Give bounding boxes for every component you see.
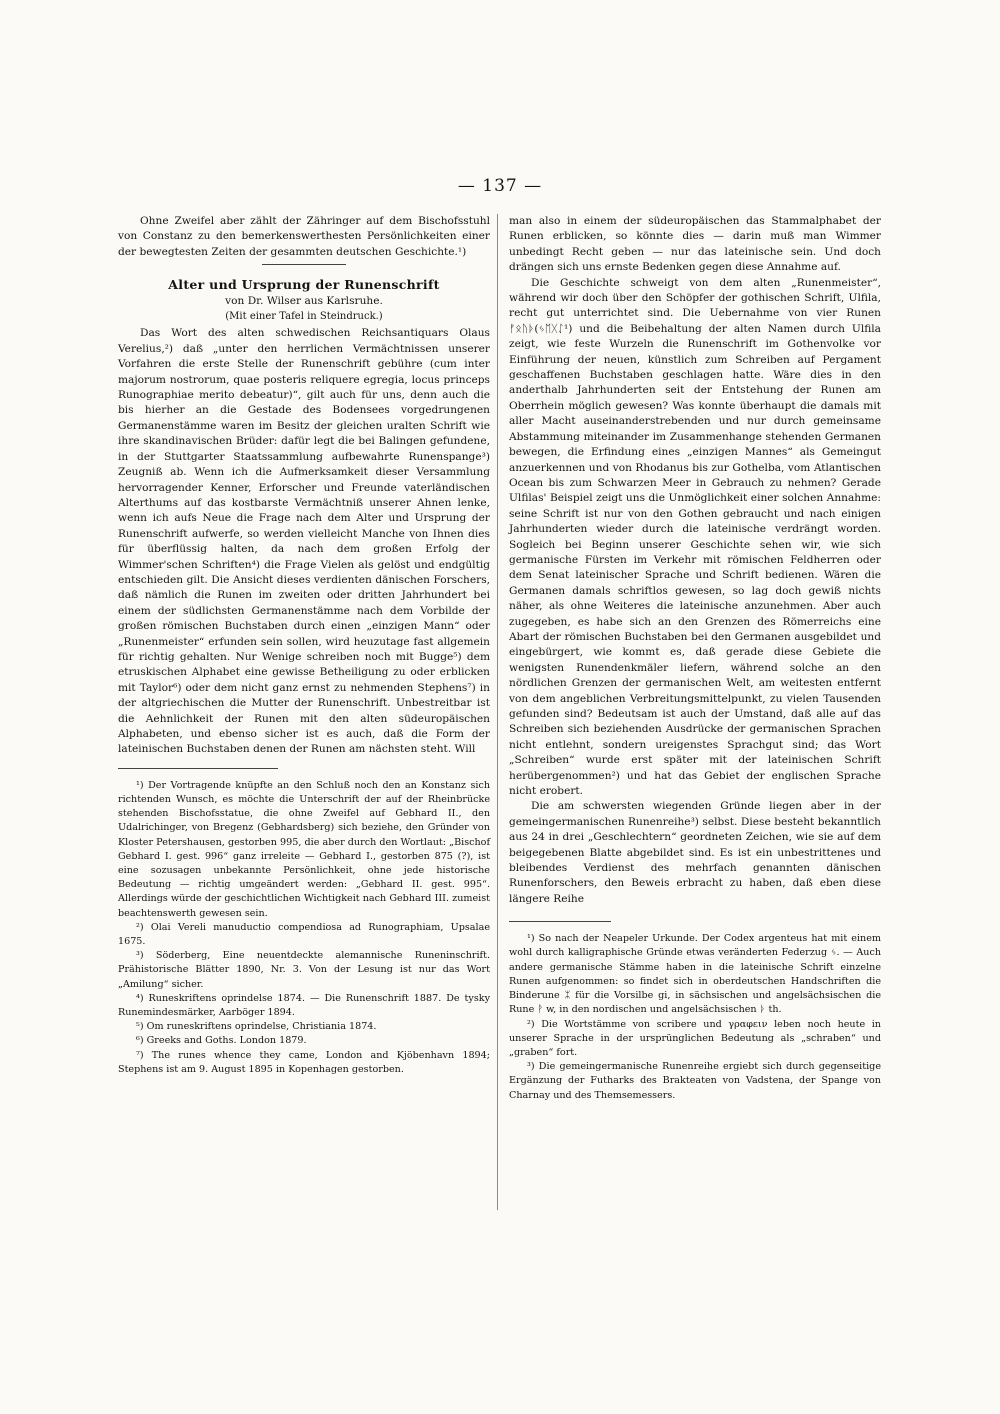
article-author: von Dr. Wilser aus Karlsruhe.: [225, 294, 383, 307]
body-paragraph: Die am schwersten wiegenden Gründe liegen aber in der gemeingermanischen Runenreihe³) selbst. Diese besteht bekanntlich aus 24 in drei „Geschlechtern“ geordneten Zeichen, wie sie auf dem beigegebenen Blatte abgebildet sind. Es ist ein unbestrittenes und bleibendes Verdienst des mehrfach genannten dänischen Runenforschers, den Beweis erbracht zu haben, daß eben diese längere Reihe: [509, 800, 881, 905]
footnote: ²) Die Wortstämme von scribere und γραφειν leben noch heute in unserer Sprache in der ursprünglichen Bedeutung als „schraben“ und „graben“ fort.: [509, 1018, 881, 1058]
body-paragraph: Das Wort des alten schwedischen Reichsantiquars Olaus Verelius,²) daß „unter den herrlichen Vermächtnissen unserer Vorfahren die erste Stelle der Runenschrift gebühre (cum inter majorum nostrorum, quae posteris reliquere egregia, locus princeps Runographiae merito debeatur)“, gilt auch für uns, denn auch die bis hierher an die Gestade des Bodensees vorgedrungenen Germanenstämme waren im Besitz der gleichen uralten Schrift wie ihre skandinavischen Brüder: dafür legt die bei Balingen gefundene, in der Stuttgarter Staatssammlung aufbewahrte Runenspange³) Zeugniß ab. Wenn ich die Aufmerksamkeit dieser Versammlung hervorragender Kenner, Erforscher und Freunde vaterländischen Alterthums auf das kostbarste Vermächtniß unserer Ahnen lenke, wenn ich aufs Neue die Frage nach dem Alter und Ursprung der Runenschrift aufwerfe, so werden vielleicht Manche von Ihnen dies für überflüssig halten, da nach dem großen Erfolg der Wimmer'schen Schriften⁴) die Frage Vielen als gelöst und endgültig entschieden gilt. Die Ansicht dieses verdienten dänischen Forschers, daß nämlich die Runen im zweiten oder dritten Jahrhundert bei einem der südlichsten Germanenstämme nach dem Vorbilde der großen römischen Buchstaben durch einen „einzigen Mann“ oder „Runenmeister“ erfunden sein sollen, wird heuzutage fast allgemein für richtig gehalten. Nur Wenige schreiben noch mit Bugge⁵) dem etruskischen Alphabet eine gewisse Betheiligung zu oder erblicken mit Taylor⁶) oder dem nicht ganz ernst zu nehmenden Stephens⁷) in der altgriechischen die Mutter der Runenschrift. Unbestreitbar ist die Aehnlichkeit der Runen mit den alten südeuropäischen Alphabeten, und ebenso sicher ist es auch, daß die Form der lateinischen Buchstaben denen der Runen am nächsten steht. Will: [118, 327, 490, 756]
page-number: — 137 —: [457, 176, 543, 196]
footnotes: [509, 932, 881, 1102]
section-separator: [262, 264, 346, 265]
article-title: Alter und Ursprung der Runenschrift: [168, 277, 440, 293]
left-column: [118, 214, 490, 1077]
footnote: ³) Die gemeingermanische Runenreihe ergiebt sich durch gegenseitige Ergänzung der Futharks des Brakteaten von Vadstena, der Spange von Charnay und des Themsemessers.: [509, 1061, 881, 1101]
footnote: ⁴) Runeskriftens oprindelse 1874. — Die Runenschrift 1887. De tysky Runemindesmärker, Aarböger 1894.: [118, 992, 490, 1019]
article-note: (Mit einer Tafel in Steindruck.): [225, 311, 383, 323]
footnote: ¹) Der Vortragende knüpfte an den Schluß noch den an Konstanz sich richtenden Wunsch, es möchte die Unterschrift der auf der Rheinbrücke stehenden Bischofsstatue, die ohne Zweifel auf Gebhard II., den Udalrichinger, von Bregenz (Gebhardsberg) sich beziehe, den Gründer von Kloster Petershausen, gestorben 995, die aber durch den Wortlaut: „Bischof Gebhard I. gest. 996“ ganz irreleite — Gebhard I., gestorben 875 (?), ist eine sozusagen unbekannte Persönlichkeit, ohne jede historische Bedeutung — richtig umgeändert werden: „Gebhard II. gest. 995“. Allerdings würde der geschichtlichen Wichtigkeit nach Gebhard III. zumeist beachtenswerth gewesen sein.: [118, 779, 490, 919]
column-divider: [497, 214, 498, 1210]
footnote: ⁷) The runes whence they came, London and Kjöbenhavn 1894; Stephens ist am 9. August 1895 in Kopenhagen gestorben.: [118, 1049, 490, 1075]
body-paragraph: man also in einem der südeuropäischen das Stammalphabet der Runen erblicken, so könnte dies — darin muß man Wimmer unbedingt Recht geben — nur das lateinische sein. Und doch drängen sich uns ernste Bedenken gegen diese Annahme auf.: [509, 215, 881, 274]
footnote: ⁵) Om runeskriftens oprindelse, Christiania 1874.: [136, 1021, 377, 1033]
body-paragraph: Die Geschichte schweigt von dem alten „Runenmeister“, während wir doch über den Schöpfer der gothischen Schrift, Ulfila, recht gut unterrichtet sind. Die Uebernahme von vier Runen ᚠᛟᚢᚦ(ᛃᛖᚷᛇ¹) und die Beibehaltung der alten Namen durch Ulfila zeigt, wie feste Wurzeln die Runenschrift im Gothenvolke vor Einführung der neuen, künstlich zum Schreiben auf Pergament geschaffenen Buchstaben geschlagen hatte. Wäre dies in den anderthalb Jahrhunderten seit der Entstehung der Runen am Oberrhein möglich gewesen? Was konnte überhaupt die damals mit aller Macht auseinanderstrebenden und nur durch gemeinsame Abstammung miteinander im Zusammenhange stehenden Germanen bewegen, die Erfindung eines „einzigen Mannes“ als Gemeingut anzuerkennen und von Rhodanus bis zur Gothelba, vom Atlantischen Ocean bis zum Schwarzen Meer in Gebrauch zu nehmen? Gerade Ulfilas' Beispiel zeigt uns die Unmöglichkeit einer solchen Annahme: seine Schrift ist nur von den Gothen gebraucht und nach einigen Jahrhunderten wieder durch die lateinische verdrängt worden. Sogleich bei Beginn unserer Geschichte sehen wir, wie sich germanische Fürsten im Verkehr mit römischen Feldherren oder dem Senat lateinischer Sprache und Schrift bedienen. Wären die Germanen damals schriftlos gewesen, so lag doch gewiß nichts näher, als ohne Weiteres die lateinische anzunehmen. Aber auch zugegeben, es habe sich an den Grenzen des Römerreichs eine Abart der römischen Buchstaben bei den Germanen ausgebildet und eingebürgert, wie kommt es, daß gerade diese Gebiete die wenigsten Runendenkmäler liefern, während solche an den nördlichen Grenzen der germanischen Welt, am weitesten entfernt von dem angeblichen Verbreitungsmittelpunkt, zu vielen Tausenden gefunden sind? Bedeutsam ist auch der Umstand, daß alle auf das Schreiben sich beziehenden Ausdrücke der germanischen Sprachen nicht entlehnt, sondern ureigenstes Sprachgut sind; das Wort „Schreiben“ wurde erst später mit der lateinischen Schrift herübergenommen²) und hat das Gebiet der englischen Sprache nicht erobert.: [509, 276, 881, 798]
right-column: [509, 214, 881, 1103]
footnotes: [118, 779, 490, 1077]
footnote: ²) Olai Vereli manuductio compendiosa ad Runographiam, Upsalae 1675.: [118, 921, 490, 948]
footnote: ¹) So nach der Neapeler Urkunde. Der Codex argenteus hat mit einem wohl durch kalligraphische Gründe etwas veränderten Federzug ᛃ. — Auch andere germanische Stämme haben in die lateinische Schrift einzelne Runen aufgenommen: so findet sich in oberdeutschen Handschriften die Binderune ᛯ für die Vorsilbe gi, in sächsischen und angelsächsischen die Rune ᚹ w, in den nordischen und angelsächsischen ᚦ th.: [509, 933, 881, 1016]
footnote: ³) Söderberg, Eine neuentdeckte alemannische Runeninschrift. Prähistorische Blätter 1890, Nr. 3. Von der Lesung ist nur das Wort „Amilung“ sicher.: [118, 950, 490, 990]
footnote-separator: [118, 768, 278, 769]
footnote: ⁶) Greeks and Goths. London 1879.: [136, 1035, 307, 1047]
footnote-separator: [509, 921, 611, 922]
intro-paragraph: Ohne Zweifel aber zählt der Zähringer auf dem Bischofsstuhl von Constanz zu den bemerkenswerthesten Persönlichkeiten einer der bewegtesten Zeiten der gesammten deutschen Geschichte.¹): [118, 215, 490, 258]
